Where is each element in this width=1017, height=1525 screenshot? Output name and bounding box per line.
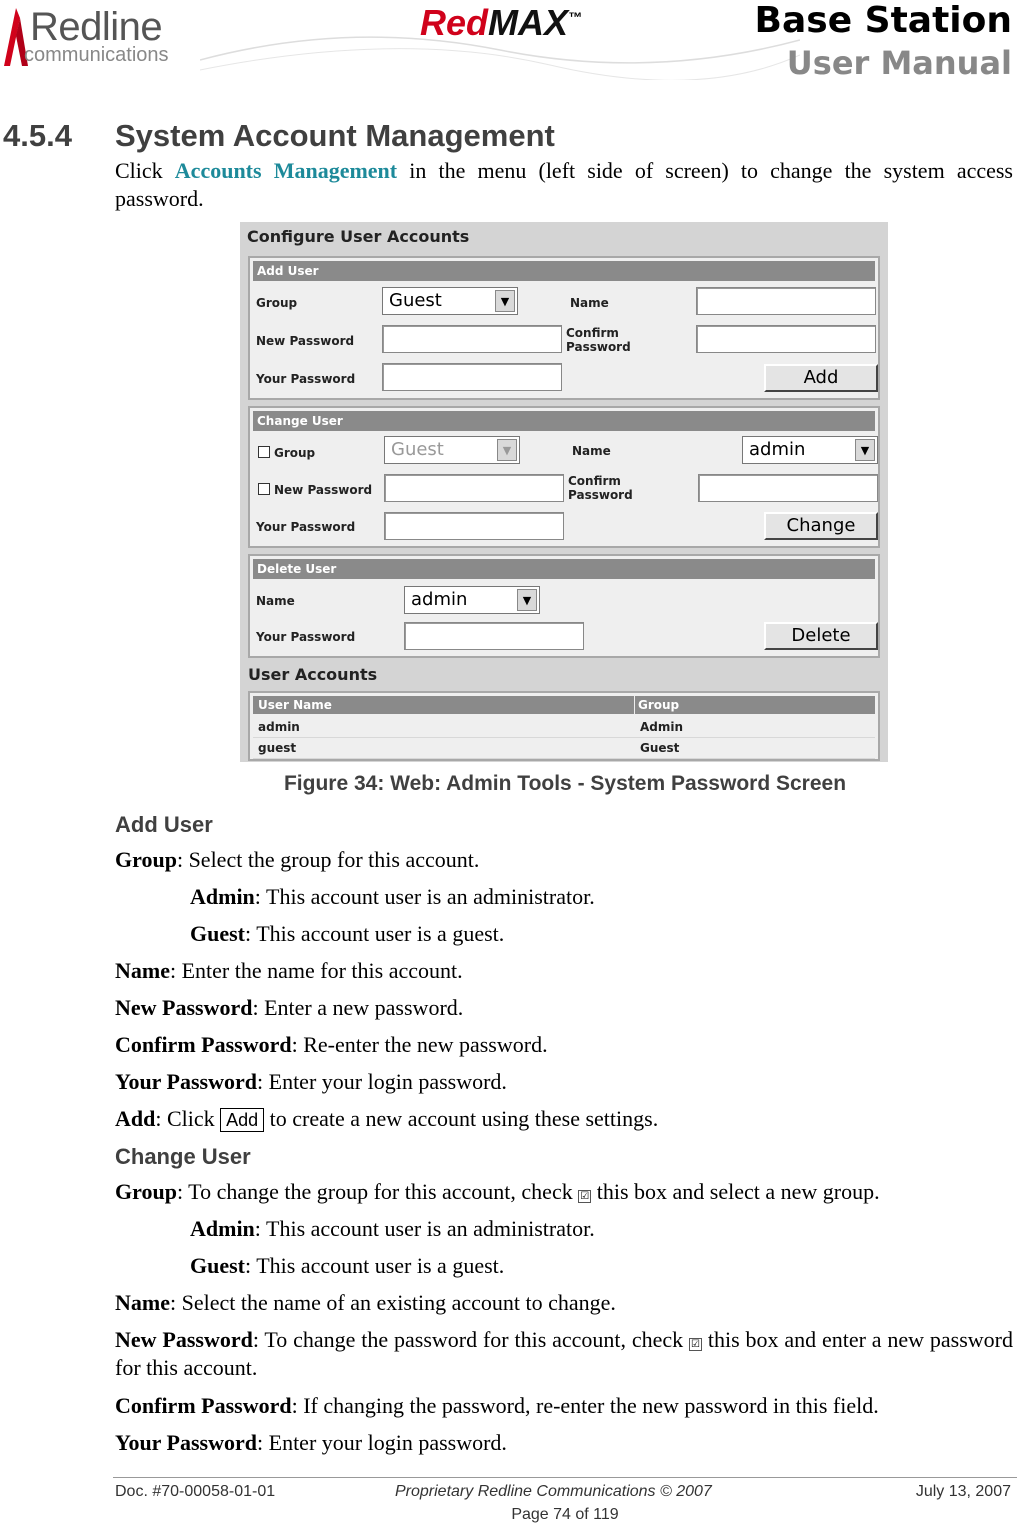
add-user-heading: Add User [115, 812, 213, 837]
new-password-input[interactable] [382, 325, 562, 353]
change-user-panel [248, 406, 880, 548]
field-label: Confirm Password [566, 326, 631, 354]
body-line: Admin: This account user is an administrator. [190, 1216, 595, 1241]
section-title: System Account Management [115, 118, 555, 153]
column-header-user: User Name [258, 698, 332, 712]
name-input[interactable] [696, 287, 876, 315]
figure-caption: Figure 34: Web: Admin Tools - System Password Screen [283, 772, 847, 795]
field-label: Your Password [256, 630, 356, 644]
field-label: Your Password [256, 372, 356, 386]
change-button[interactable]: Change [764, 512, 878, 540]
user-accounts-table [248, 691, 880, 761]
table-row: guest Guest [253, 738, 875, 759]
section-heading [3, 118, 555, 154]
panel-bar: Change User [253, 411, 875, 431]
change-group-select: Guest ▼ [384, 436, 520, 464]
field-label: Your Password [256, 520, 356, 534]
change-user-heading: Change User [115, 1144, 251, 1169]
change-new-password-input[interactable] [384, 474, 564, 502]
footer-doc-number: Doc. #70-00058-01-01 [115, 1483, 276, 1500]
chevron-down-icon: ▼ [855, 439, 875, 461]
body-line: New Password: To change the password for this account, check ☑ this box and enter a new password for this account. [115, 1327, 1013, 1380]
body-line: Guest: This account user is a guest. [190, 921, 505, 946]
product-name: RedMAX™ [420, 2, 583, 43]
table-row: admin Admin [253, 717, 875, 738]
change-confirm-password-input[interactable] [698, 474, 878, 502]
your-password-input[interactable] [382, 363, 562, 391]
group-checkbox-label[interactable]: Group [258, 446, 315, 460]
doc-title: Base Station [754, 0, 1012, 41]
confirm-password-input[interactable] [696, 325, 876, 353]
column-header-group: Group [634, 696, 679, 714]
panel-bar: Add User [253, 261, 875, 281]
chevron-down-icon: ▼ [495, 290, 515, 312]
body-line: Guest: This account user is a guest. [190, 1253, 505, 1278]
field-label: Name [570, 296, 609, 310]
body-line: New Password: Enter a new password. [115, 995, 464, 1020]
body-line: Add: Click Add to create a new account using these settings. [115, 1106, 659, 1131]
add-button[interactable]: Add [764, 364, 878, 392]
chevron-down-icon: ▼ [497, 439, 517, 461]
checkbox-icon[interactable] [258, 483, 270, 495]
delete-button[interactable]: Delete [764, 622, 878, 650]
body-line: Confirm Password: Re-enter the new password. [115, 1032, 548, 1057]
body-line: Name: Select the name of an existing account to change. [115, 1290, 616, 1315]
body-line: Name: Enter the name for this account. [115, 958, 463, 983]
add-key-box: Add [220, 1108, 264, 1132]
user-accounts-heading: User Accounts [248, 665, 378, 684]
logo-sub: communications [24, 44, 169, 66]
checkbox-icon[interactable] [258, 446, 270, 458]
body-line: Admin: This account user is an administrator. [190, 884, 595, 909]
table-header [253, 696, 875, 714]
group-select[interactable]: Guest ▼ [382, 287, 518, 315]
doc-subtitle: User Manual [786, 44, 1012, 82]
chevron-down-icon: ▼ [517, 589, 537, 611]
change-name-select[interactable]: admin ▼ [742, 436, 878, 464]
panel-bar: Delete User [253, 559, 875, 579]
field-label: Name [256, 594, 295, 608]
body-line: Group: Select the group for this account. [115, 847, 480, 872]
body-line: Your Password: Enter your login password. [115, 1430, 507, 1455]
delete-your-password-input[interactable] [404, 622, 584, 650]
body-line: Confirm Password: If changing the password, re-enter the new password in this field. [115, 1393, 879, 1418]
footer-proprietary: Proprietary Redline Communications © 2007 [395, 1483, 712, 1500]
checkbox-checked-icon: ☑ [689, 1338, 702, 1351]
footer-page-number: Page 74 of 119 [511, 1506, 619, 1523]
menu-link: Accounts Management [174, 158, 398, 183]
footer-rule [113, 1477, 1017, 1478]
field-label: Name [572, 444, 611, 458]
figure-title: Configure User Accounts [247, 227, 470, 246]
delete-user-panel [248, 554, 880, 658]
intro-paragraph: Click Accounts Management in the menu (left side of screen) to change the system access password. [115, 158, 1013, 211]
screenshot-figure [240, 222, 888, 762]
field-label: Group [256, 296, 298, 310]
field-label: New Password [256, 334, 355, 348]
add-user-panel [248, 256, 880, 400]
section-number: 4.5.4 [3, 118, 72, 153]
logo-name: Redline [30, 5, 163, 49]
footer-date: July 13, 2007 [915, 1483, 1011, 1500]
body-line: Your Password: Enter your login password. [115, 1069, 507, 1094]
delete-name-select[interactable]: admin ▼ [404, 586, 540, 614]
change-your-password-input[interactable] [384, 512, 564, 540]
checkbox-checked-icon: ☑ [578, 1190, 591, 1203]
new-password-checkbox-label[interactable]: New Password [258, 483, 372, 497]
field-label: Confirm Password [568, 474, 633, 502]
body-line: Group: To change the group for this account, check ☑ this box and select a new group. [115, 1179, 880, 1204]
